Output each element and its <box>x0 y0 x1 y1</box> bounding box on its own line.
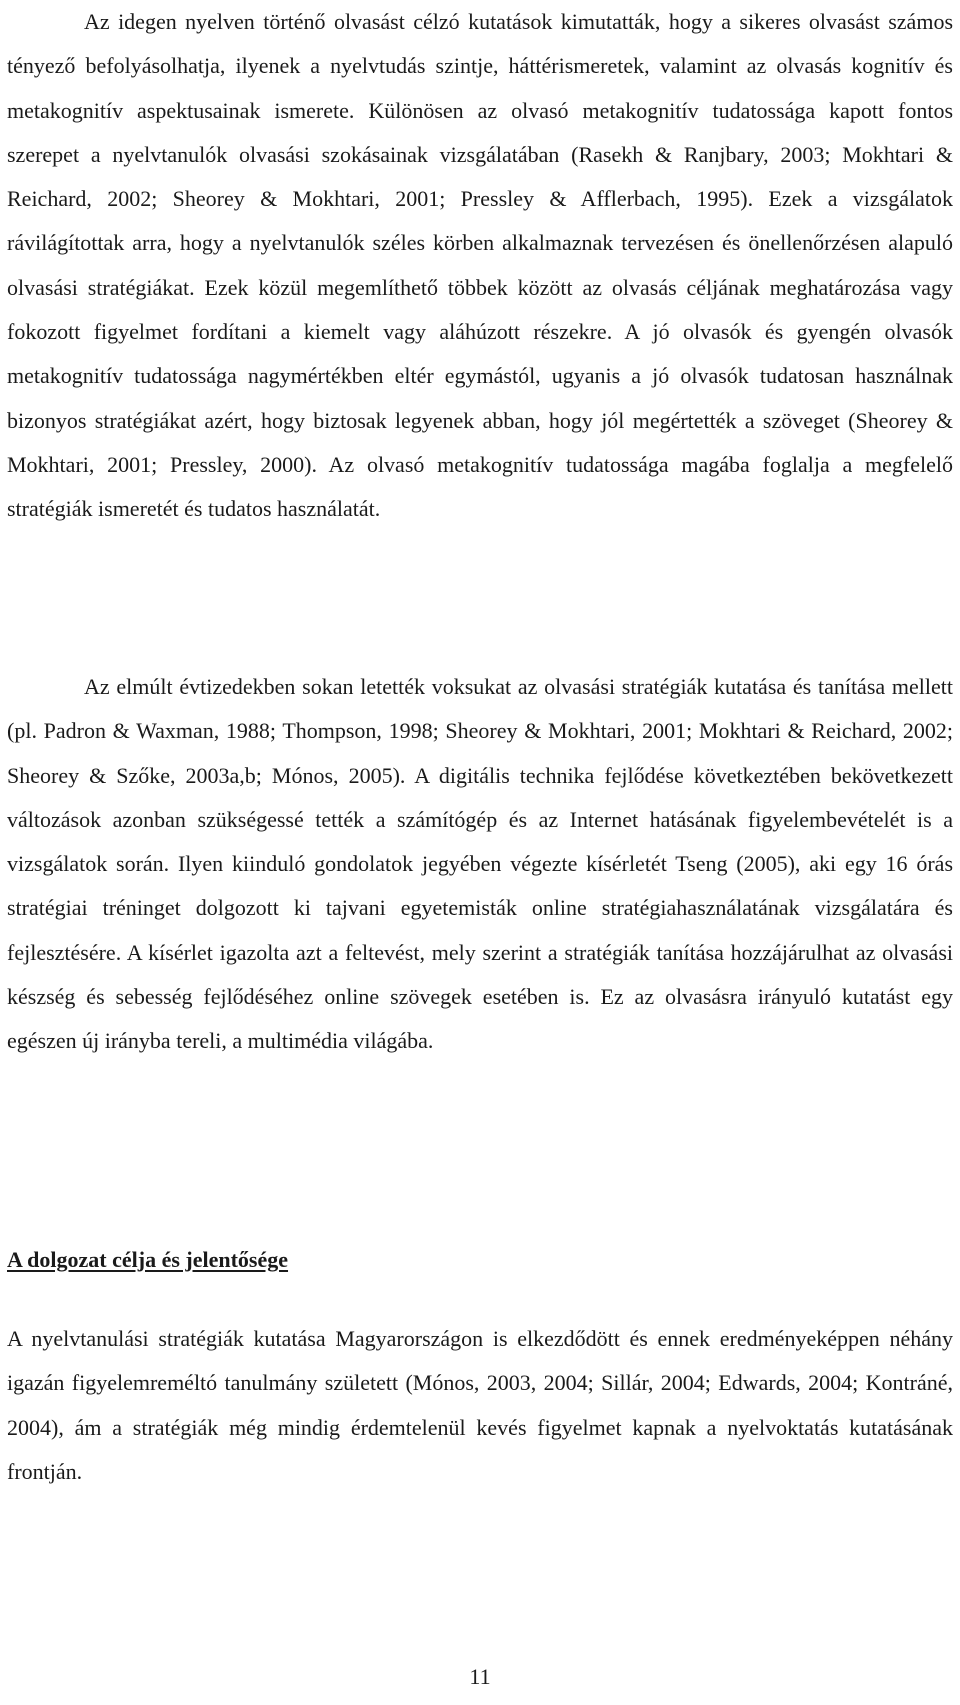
section-paragraph: A nyelvtanulási stratégiák kutatása Magyarországon is elkezdődött és ennek eredményeképpen néhány igazán figyelemreméltó tanulmány született (Mónos, 2003, 2004; Sillár, 2004; Edwards, 2004; Kontráné, 2004), ám a stratégiák még mindig érdemtelenül kevés figyelmet kapnak a nyelvoktatás kutatásának frontján. <box>7 1326 953 1484</box>
body-paragraph-1: Az idegen nyelven történő olvasást célzó kutatások kimutatták, hogy a sikeres olvasást számos tényező befolyásolhatja, ilyenek a nyelvtudás szintje, háttérismeretek, valamint az olvasás kognitív és metakognitív aspektusainak ismerete. Különösen az olvasó metakognitív tudatossága kapott fontos szerepet a nyelvtanulók olvasási szokásainak vizsgálatában (Rasekh & Ranjbary, 2003; Mokhtari & Reichard, 2002; Sheorey & Mokhtari, 2001; Pressley & Afflerbach, 1995). Ezek a vizsgálatok rávilágítottak arra, hogy a nyelvtanulók széles körben alkalmaznak tervezésen és önellenőrzésen alapuló olvasási stratégiákat. Ezek közül megemlíthető többek között az olvasás céljának meghatározása vagy fokozott figyelmet fordítani a kiemelt vagy aláhúzott részekre. A jó olvasók és gyengén olvasók metakognitív tudatossága nagymértékben eltér egymástól, ugyanis a jó olvasók tudatosan használnak bizonyos stratégiákat azért, hogy biztosak legyenek abban, hogy jól megértették a szöveget (Sheorey & Mokhtari, 2001; Pressley, 2000). Az olvasó metakognitív tudatossága magába foglalja a megfelelő stratégiák ismeretét és tudatos használatát. <box>7 9 953 522</box>
page-number: 11 <box>469 1664 491 1689</box>
body-paragraph-2: Az elmúlt évtizedekben sokan letették voksukat az olvasási stratégiák kutatása és tanítása mellett (pl. Padron & Waxman, 1988; Thompson, 1998; Sheorey & Mokhtari, 2001; Mokhtari & Reichard, 2002; Sheorey & Szőke, 2003a,b; Mónos, 2005). A digitális technika fejlődése következtében bekövetkezett változások azonban szükségessé tették a számítógép és az Internet hatásának figyelembevételét is a vizsgálatok során. Ilyen kiinduló gondolatok jegyében végezte kísérletét Tseng (2005), aki egy 16 órás stratégiai tréninget dolgozott ki tajvani egyetemisták online stratégiahasználatának vizsgálatára és fejlesztésére. A kísérlet igazolta azt a feltevést, mely szerint a stratégiák tanítása hozzájárulhat az olvasási készség és sebesség fejlődéséhez online szövegek esetében is. Ez az olvasásra irányuló kutatást egy egészen új irányba tereli, a multimédia világába. <box>7 674 953 1054</box>
section-heading: A dolgozat célja és jelentősége <box>7 1247 289 1272</box>
